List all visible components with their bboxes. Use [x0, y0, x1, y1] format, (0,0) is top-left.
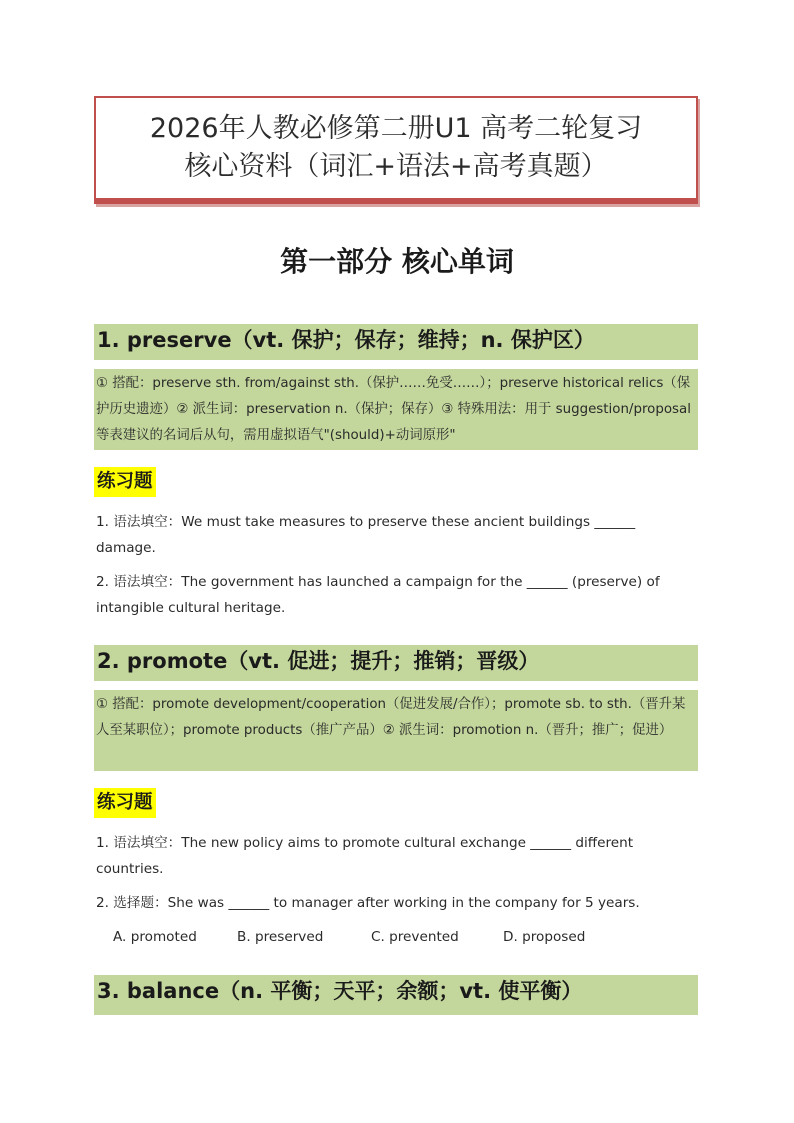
title-box — [94, 96, 698, 204]
word-heading-preserve: 1. preserve（vt. 保护；保存；维持；n. 保护区） — [94, 324, 698, 360]
practice-label: 练习题 — [94, 788, 156, 818]
document-title-line2: 核心资料（词汇+语法+高考真题） — [184, 151, 608, 182]
document-title-line1: 2026年人教必修第二册U1 高考二轮复习 — [149, 113, 643, 144]
question-item: 2. 语法填空：The government has launched a campaign for the ______ (preserve) of intangible cultural heritage. — [96, 574, 660, 616]
word-notes-promote: ① 搭配：promote development/cooperation（促进发展/合作）；promote sb. to sth.（晋升某人至某职位）；promote products（推广产品）② 派生词：promotion n.（晋升；推广；促进） — [94, 689, 698, 771]
question-item: 1. 语法填空：We must take measures to preserve these ancient buildings ______ damage. — [96, 514, 636, 556]
question-item: 2. 选择题：She was ______ to manager after working in the company for 5 years. — [96, 895, 640, 911]
practice-label: 练习题 — [94, 467, 156, 497]
word-heading-balance: 3. balance（n. 平衡；天平；余额；vt. 使平衡） — [94, 975, 698, 1015]
part-heading: 第一部分 核心单词 — [280, 245, 514, 278]
word-heading-promote: 2. promote（vt. 促进；提升；推销；晋级） — [94, 645, 698, 681]
option-d: D. proposed — [503, 929, 586, 945]
option-c: C. prevented — [371, 929, 459, 945]
word-notes-preserve: ① 搭配：preserve sth. from/against sth.（保护……免受……）；preserve historical relics（保护历史遗迹）② 派生词：preservation n.（保护；保存）③ 特殊用法：用于 suggestion/proposal 等表建议的名词后从句，需用虚拟语气"(should)+动词原形" — [94, 368, 698, 450]
option-a: A. promoted — [113, 929, 197, 945]
option-b: B. preserved — [237, 929, 324, 945]
question-item: 1. 语法填空：The new policy aims to promote cultural exchange ______ different countries. — [96, 835, 634, 877]
